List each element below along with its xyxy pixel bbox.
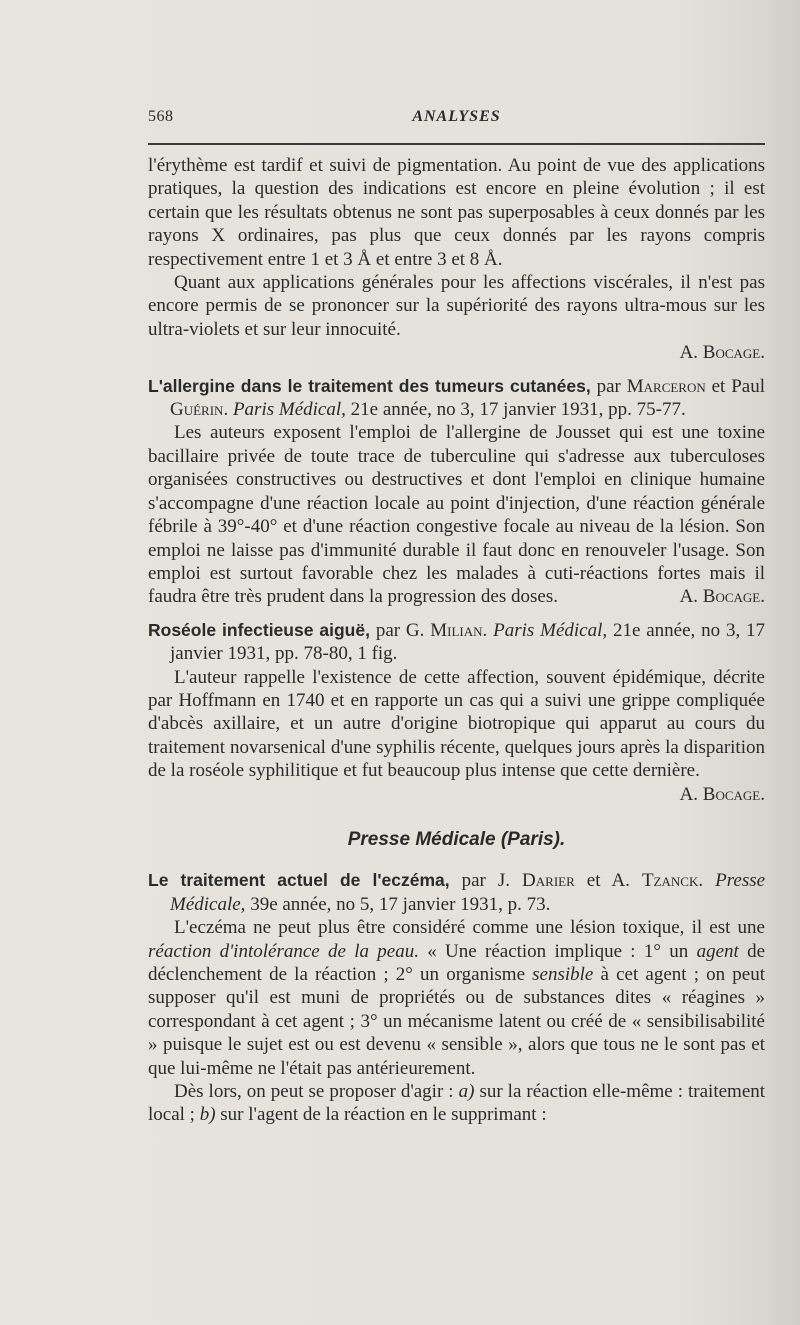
signature [148, 341, 765, 364]
article-heading [148, 375, 765, 422]
article-author: Milian. [430, 619, 488, 641]
article-title: L'allergine dans le traitement des tumeurs cutanées, [148, 375, 591, 396]
article-heading [148, 619, 765, 666]
article-journal: Presse Médicale, [170, 870, 766, 915]
body-text: de déclenchement de la réaction ; 2° un organisme [148, 940, 766, 985]
article-author: Guérin. [170, 399, 229, 421]
article-title: Roséole infectieuse aiguë, [148, 619, 370, 640]
continuation-paragraph-1: l'érythème est tardif et suivi de pigmentation. Au point de vue des applications pratiques, la question des indications est encore en pleine évolution ; il est certain que les résultats obtenus ne sont pas superposables à ceux donnés par les rayons X ordinaires, pas plus que ceux donnés par les rayons compris respectivement entre 1 et 3 Å et entre 3 et 8 Å. [148, 155, 765, 270]
body-text: Dès lors, on peut se proposer d'agir : [174, 1081, 454, 1103]
article-author-first: Paul [731, 375, 765, 397]
body-text: L'eczéma ne peut plus être considéré comme une lésion toxique, il est une [174, 917, 765, 939]
running-head: ANALYSES [412, 108, 501, 125]
article-by: par [596, 375, 621, 397]
signature-text: A. Bocage. [679, 783, 765, 805]
body-emphasis: sensible [532, 964, 594, 985]
article-citation: 21e année, no 3, 17 janvier 1931, pp. 75-77. [350, 399, 686, 421]
section-heading: Presse Médicale (Paris). [347, 828, 566, 850]
page-body [148, 154, 765, 1127]
article-body [148, 1080, 765, 1127]
header-rule [148, 143, 765, 145]
article-journal: Paris Médical, [232, 399, 346, 421]
article-and: et [711, 375, 726, 397]
page-number: 568 [148, 108, 174, 125]
article-author: Marceron [626, 375, 706, 397]
article-by: par J. [461, 870, 511, 892]
article-body-text: L'auteur rappelle l'existence de cette affection, souvent épidémique, décrite par Hoffmann en 1740 et en rapporte un cas qui a suivi une grippe compliquée d'abcès axillaire, et un autre d'origine biotropique qui apparut au cours du traitement novarsenical d'une syphilis récente, quelques jours après la disparition de la roséole syphilitique et fut beaucoup plus intense que cette dernière. [148, 666, 765, 782]
continuation-paragraph-2: Quant aux applications générales pour les affections viscérales, il n'est pas encore permis de se prononcer sur la supériorité des rayons ultra-mous sur les ultra-violets et sur leur innocuité. [148, 272, 765, 340]
signature-text: A. Bocage. [679, 586, 765, 608]
article-title: Le traitement actuel de l'eczéma, [148, 870, 450, 891]
article-heading [148, 869, 765, 916]
body-text: « Une réaction implique : 1° un [427, 940, 689, 962]
article-citation: 21e année, no 3, 17 janvier 1931, pp. 78-80, 1 fig. [170, 619, 766, 665]
body-emphasis: a) [458, 1081, 475, 1103]
page-header [148, 108, 765, 134]
body-emphasis: b) [199, 1104, 216, 1126]
article-author: Darier [522, 870, 575, 892]
article-and: et A. [586, 870, 630, 892]
article-body [148, 421, 765, 608]
article-author: Tzanck. [641, 870, 704, 892]
body-emphasis: réaction d'intolérance de la peau. [148, 940, 419, 962]
article-journal: Paris Médical, [493, 619, 608, 641]
article-by: par G. [375, 619, 425, 641]
body-text: sur l'agent de la réaction en le supprimant : [220, 1104, 547, 1126]
body-text: à cet agent ; on peut supposer qu'il est muni de propriétés ou de substances dites « réagines » correspondant à cet agent ; 3° un mécanisme latent ou créé de « sensibilisabilité » puisque le sujet est ou est devenu « sensible », alors que tous ne le sont pas et que lui-même ne l'était pas antérieurement. [148, 964, 765, 1079]
article-body [148, 916, 765, 1080]
article-body [148, 666, 765, 806]
signature-text: A. Bocage. [679, 342, 765, 364]
article-body-text: Les auteurs exposent l'emploi de l'allergine de Jousset qui est une toxine bacillaire privée de toute trace de tuberculine qui s'adresse aux tuberculoses organisées constructives ou destructives et dont l'emploi en clinique humaine s'accompagne d'une réaction locale au point d'injection, d'une réaction générale fébrile à 39°-40° et d'une réaction congestive focale au niveau de la lésion. Son emploi ne laisse pas d'immunité durable il faut donc en renouveler l'usage. Son emploi est surtout favorable chez les malades à cuti-réactions fortes mais il faudra être très prudent dans la progression des doses. [148, 422, 765, 608]
body-text: sur la réaction elle-même : traitement local ; [148, 1081, 766, 1126]
article-citation: 39e année, no 5, 17 janvier 1931, p. 73. [250, 893, 551, 915]
body-emphasis: agent [696, 940, 739, 962]
